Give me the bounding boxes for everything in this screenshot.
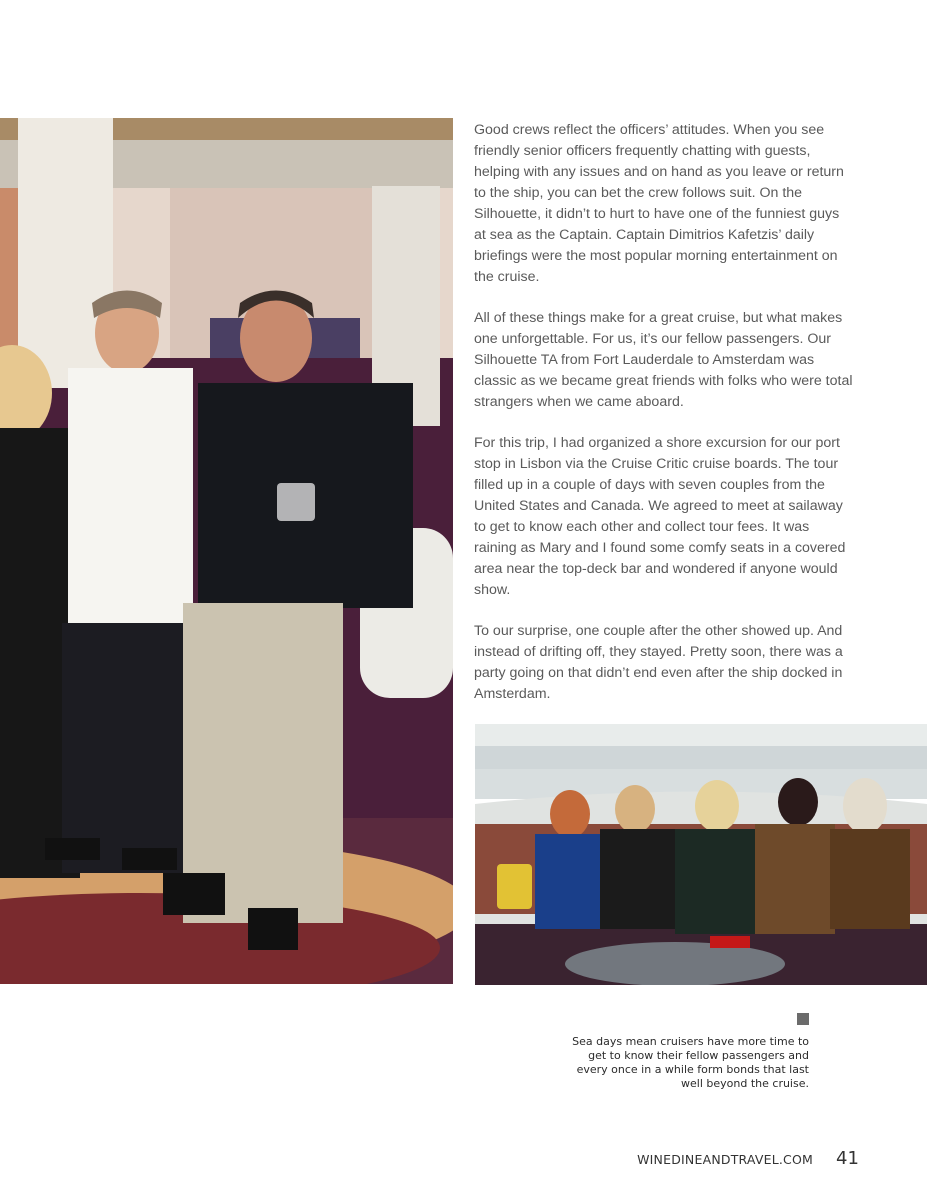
- photo-five-women: [475, 724, 927, 985]
- footer-website: WINEDINEANDTRAVEL.COM: [637, 1152, 813, 1167]
- caption-marker-square: [797, 1013, 809, 1025]
- article-paragraph: To our surprise, one couple after the other showed up. And instead of drifting off, they stayed. Pretty soon, there was a party going on that didn’t end even after the ship docked in Amsterdam.: [474, 623, 843, 702]
- article-paragraph: Good crews reflect the officers’ attitudes. When you see friendly senior officers frequently chatting with guests, helping with any issues and on hand as you leave or return to the ship, you can bet the crew follows suit. On the Silhouette, it didn’t to hurt to have one of the funniest guys at sea as the Captain. Captain Dimitrios Kafetzis’ daily briefings were the most popular morning entertainment on the cruise.: [474, 122, 844, 285]
- photo-three-men: [0, 118, 453, 984]
- page-number: 41: [836, 1148, 859, 1169]
- photo-three-men-image: [0, 118, 453, 984]
- photo-caption: Sea days mean cruisers have more time to get to know their fellow passengers and every once in a while form bonds that last well beyond the cruise.: [572, 1035, 809, 1090]
- article-paragraph: All of these things make for a great cruise, but what makes one unforgettable. For us, it’s our fellow passengers. Our Silhouette TA from Fort Lauderdale to Amsterdam was classic as we became great friends with folks who were total strangers when we came aboard.: [474, 310, 853, 410]
- article-body: [474, 120, 854, 725]
- photo-five-women-image: [475, 724, 927, 985]
- article-paragraph: For this trip, I had organized a shore excursion for our port stop in Lisbon via the Cruise Critic cruise boards. The tour filled up in a couple of days with seven couples from the United States and Canada. We agreed to meet at sailaway to get to know each other and collect tour fees. It was raining as Mary and I found some comfy seats in a covered area near the top-deck bar and wondered if anyone would show.: [474, 435, 846, 598]
